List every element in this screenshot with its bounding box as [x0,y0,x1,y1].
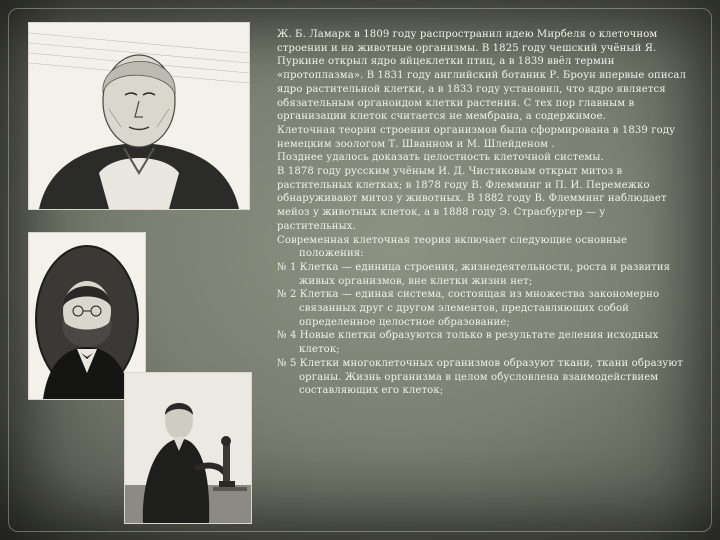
list-item-1: № 1 Клетка — единица строения, жизнедеятельности, роста и развития живых организмов, вне клетки жизни нет; [277,261,671,287]
portrait-scientist-microscope [124,372,252,524]
list-item-4: № 4 Новые клетки образуются только в результате деления исходных клеток; [277,330,659,356]
paragraph-cell-theory-formation: Клеточная теория строения организмов была сформирована в 1839 году немецким зоологом Т. Шванном и М. Шлейденом . [277,124,676,150]
paragraph-mitosis: В 1878 году русским учёным И. Д. Чистяковым открыт митоз в растительных клетках; в 1878 году В. Флемминг и П. И. Перемежко обнаруживают митоз у животных. В 1882 году В. Флемминг наблюдает мейоз у животных клеток, а в 1888 году Э. Страсбургер — у растительных. [277,166,667,232]
portrait-scientist-engraving [125,373,251,523]
body-text [277,28,687,398]
paragraph-integrity: Позднее удалось доказать целостность клеточной системы. [277,152,604,164]
portrait-lamarck [28,22,250,210]
list-item-5: № 5 Клетки многоклеточных организмов образуют ткани, ткани образуют органы. Жизнь организма в целом обусловлена взаимодействием составляющих его клеток; [277,357,683,397]
paragraph-modern-theory-intro: Современная клеточная теория включает следующие основные положения: [277,234,628,260]
list-item-2: № 2 Клетка — единая система, состоящая из множества закономерно связанных друг с другом элементов, представляющих собой определенное целостное образование; [277,289,660,328]
portrait-lamarck-engraving [29,23,249,209]
paragraph-lamarck-history: Ж. Б. Ламарк в 1809 году распространил идею Мирбеля о клеточном строении и на животные организмы. В 1825 году чешский учёный Я. Пуркине открыл ядро яйцеклетки птиц, а в 1839 ввёл термин «протоплазма». В 1831 году английский ботаник Р. Броун впервые описал ядро растительной клетки, а в 1833 году установил, что ядро является обязательным органоидом клетки растения. С тех пор главным в организации клеток считается не мембрана, а содержимое. [277,29,687,123]
